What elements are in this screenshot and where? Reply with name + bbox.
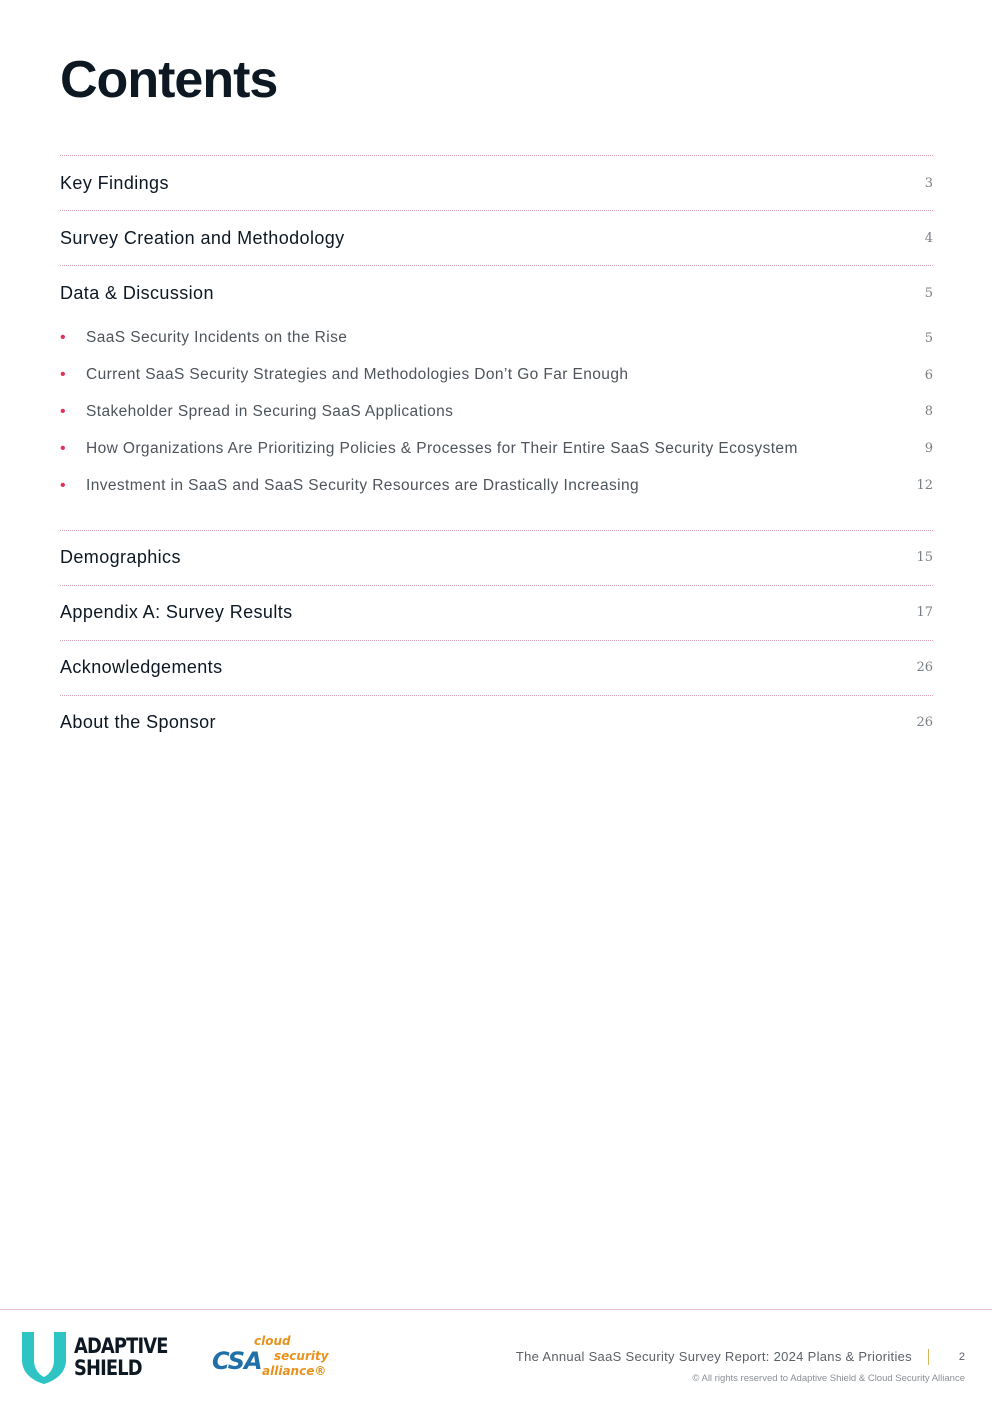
footer-report-title: The Annual SaaS Security Survey Report: 2024 Plans & Priorities (515, 1349, 912, 1364)
toc-page-number: 17 (916, 605, 933, 621)
toc-page-number: 26 (916, 715, 933, 731)
toc-page-number: 5 (924, 285, 933, 301)
toc-entry-about-sponsor[interactable] (60, 695, 933, 750)
toc-subentry[interactable] (60, 430, 933, 467)
toc-subentry-label: How Organizations Are Prioritizing Policies & Processes for Their Entire SaaS Security Ecosystem (86, 439, 798, 457)
page-title: Contents (60, 51, 278, 109)
toc-entry-label: Key Findings (60, 172, 169, 193)
toc-entry-survey-creation[interactable] (60, 210, 933, 265)
bullet-icon: • (60, 402, 66, 420)
toc-entry-label: About the Sponsor (60, 712, 216, 733)
adaptive-shield-logo (20, 1330, 184, 1384)
toc-subsection-list (60, 320, 933, 530)
toc-page-number: 26 (916, 660, 933, 676)
toc-subentry-label: Stakeholder Spread in Securing SaaS Applications (86, 402, 454, 420)
footer-copyright: © All rights reserved to Adaptive Shield & Cloud Security Alliance (692, 1373, 965, 1384)
footer-page-number: 2 (958, 1351, 965, 1363)
logo-text-line: ADAPTIVE (74, 1334, 168, 1358)
toc-subentry-label: Current SaaS Security Strategies and Methodologies Don’t Go Far Enough (86, 366, 629, 384)
toc-subentry[interactable] (60, 467, 933, 504)
toc-entry-demographics[interactable] (60, 530, 933, 585)
toc-page-number: 15 (916, 550, 933, 566)
bullet-icon: • (60, 476, 66, 494)
bullet-icon: • (60, 329, 66, 347)
toc-entry-acknowledgements[interactable] (60, 640, 933, 695)
toc-entry-label: Demographics (60, 547, 181, 568)
csa-word: cloud (254, 1334, 291, 1348)
toc-subentry-label: Investment in SaaS and SaaS Security Resources are Drastically Increasing (86, 476, 640, 494)
footer-separator (928, 1349, 929, 1365)
logo-text-line: SHIELD (74, 1356, 142, 1380)
csa-word: alliance® (262, 1364, 327, 1378)
bullet-icon: • (60, 366, 66, 384)
bullet-icon: • (60, 439, 66, 457)
csa-logo (212, 1333, 332, 1383)
toc-subentry[interactable] (60, 394, 933, 431)
shield-icon (20, 1330, 68, 1384)
csa-letters: CSA (212, 1347, 262, 1375)
toc-page-number: 3 (924, 175, 933, 191)
toc-entry-label: Data & Discussion (60, 282, 214, 303)
toc-entry-label: Appendix A: Survey Results (60, 602, 293, 623)
footer-divider (0, 1309, 992, 1310)
toc-entry-appendix-a[interactable] (60, 585, 933, 640)
toc-entry-label: Survey Creation and Methodology (60, 227, 345, 248)
toc-page-number: 8 (924, 404, 933, 420)
toc-page-number: 9 (924, 441, 933, 457)
toc-page-number: 5 (924, 330, 933, 346)
toc-entry-data-discussion[interactable] (60, 265, 933, 320)
toc-subentry[interactable] (60, 320, 933, 357)
table-of-contents (60, 155, 933, 750)
toc-entry-label: Acknowledgements (60, 657, 223, 678)
csa-word: security (274, 1349, 329, 1363)
toc-entry-key-findings[interactable] (60, 155, 933, 210)
toc-subentry[interactable] (60, 357, 933, 394)
toc-page-number: 4 (924, 230, 933, 246)
adaptive-shield-wordmark (74, 1335, 168, 1379)
toc-page-number: 12 (916, 478, 933, 494)
toc-page-number: 6 (924, 367, 933, 383)
toc-subentry-label: SaaS Security Incidents on the Rise (86, 329, 348, 347)
